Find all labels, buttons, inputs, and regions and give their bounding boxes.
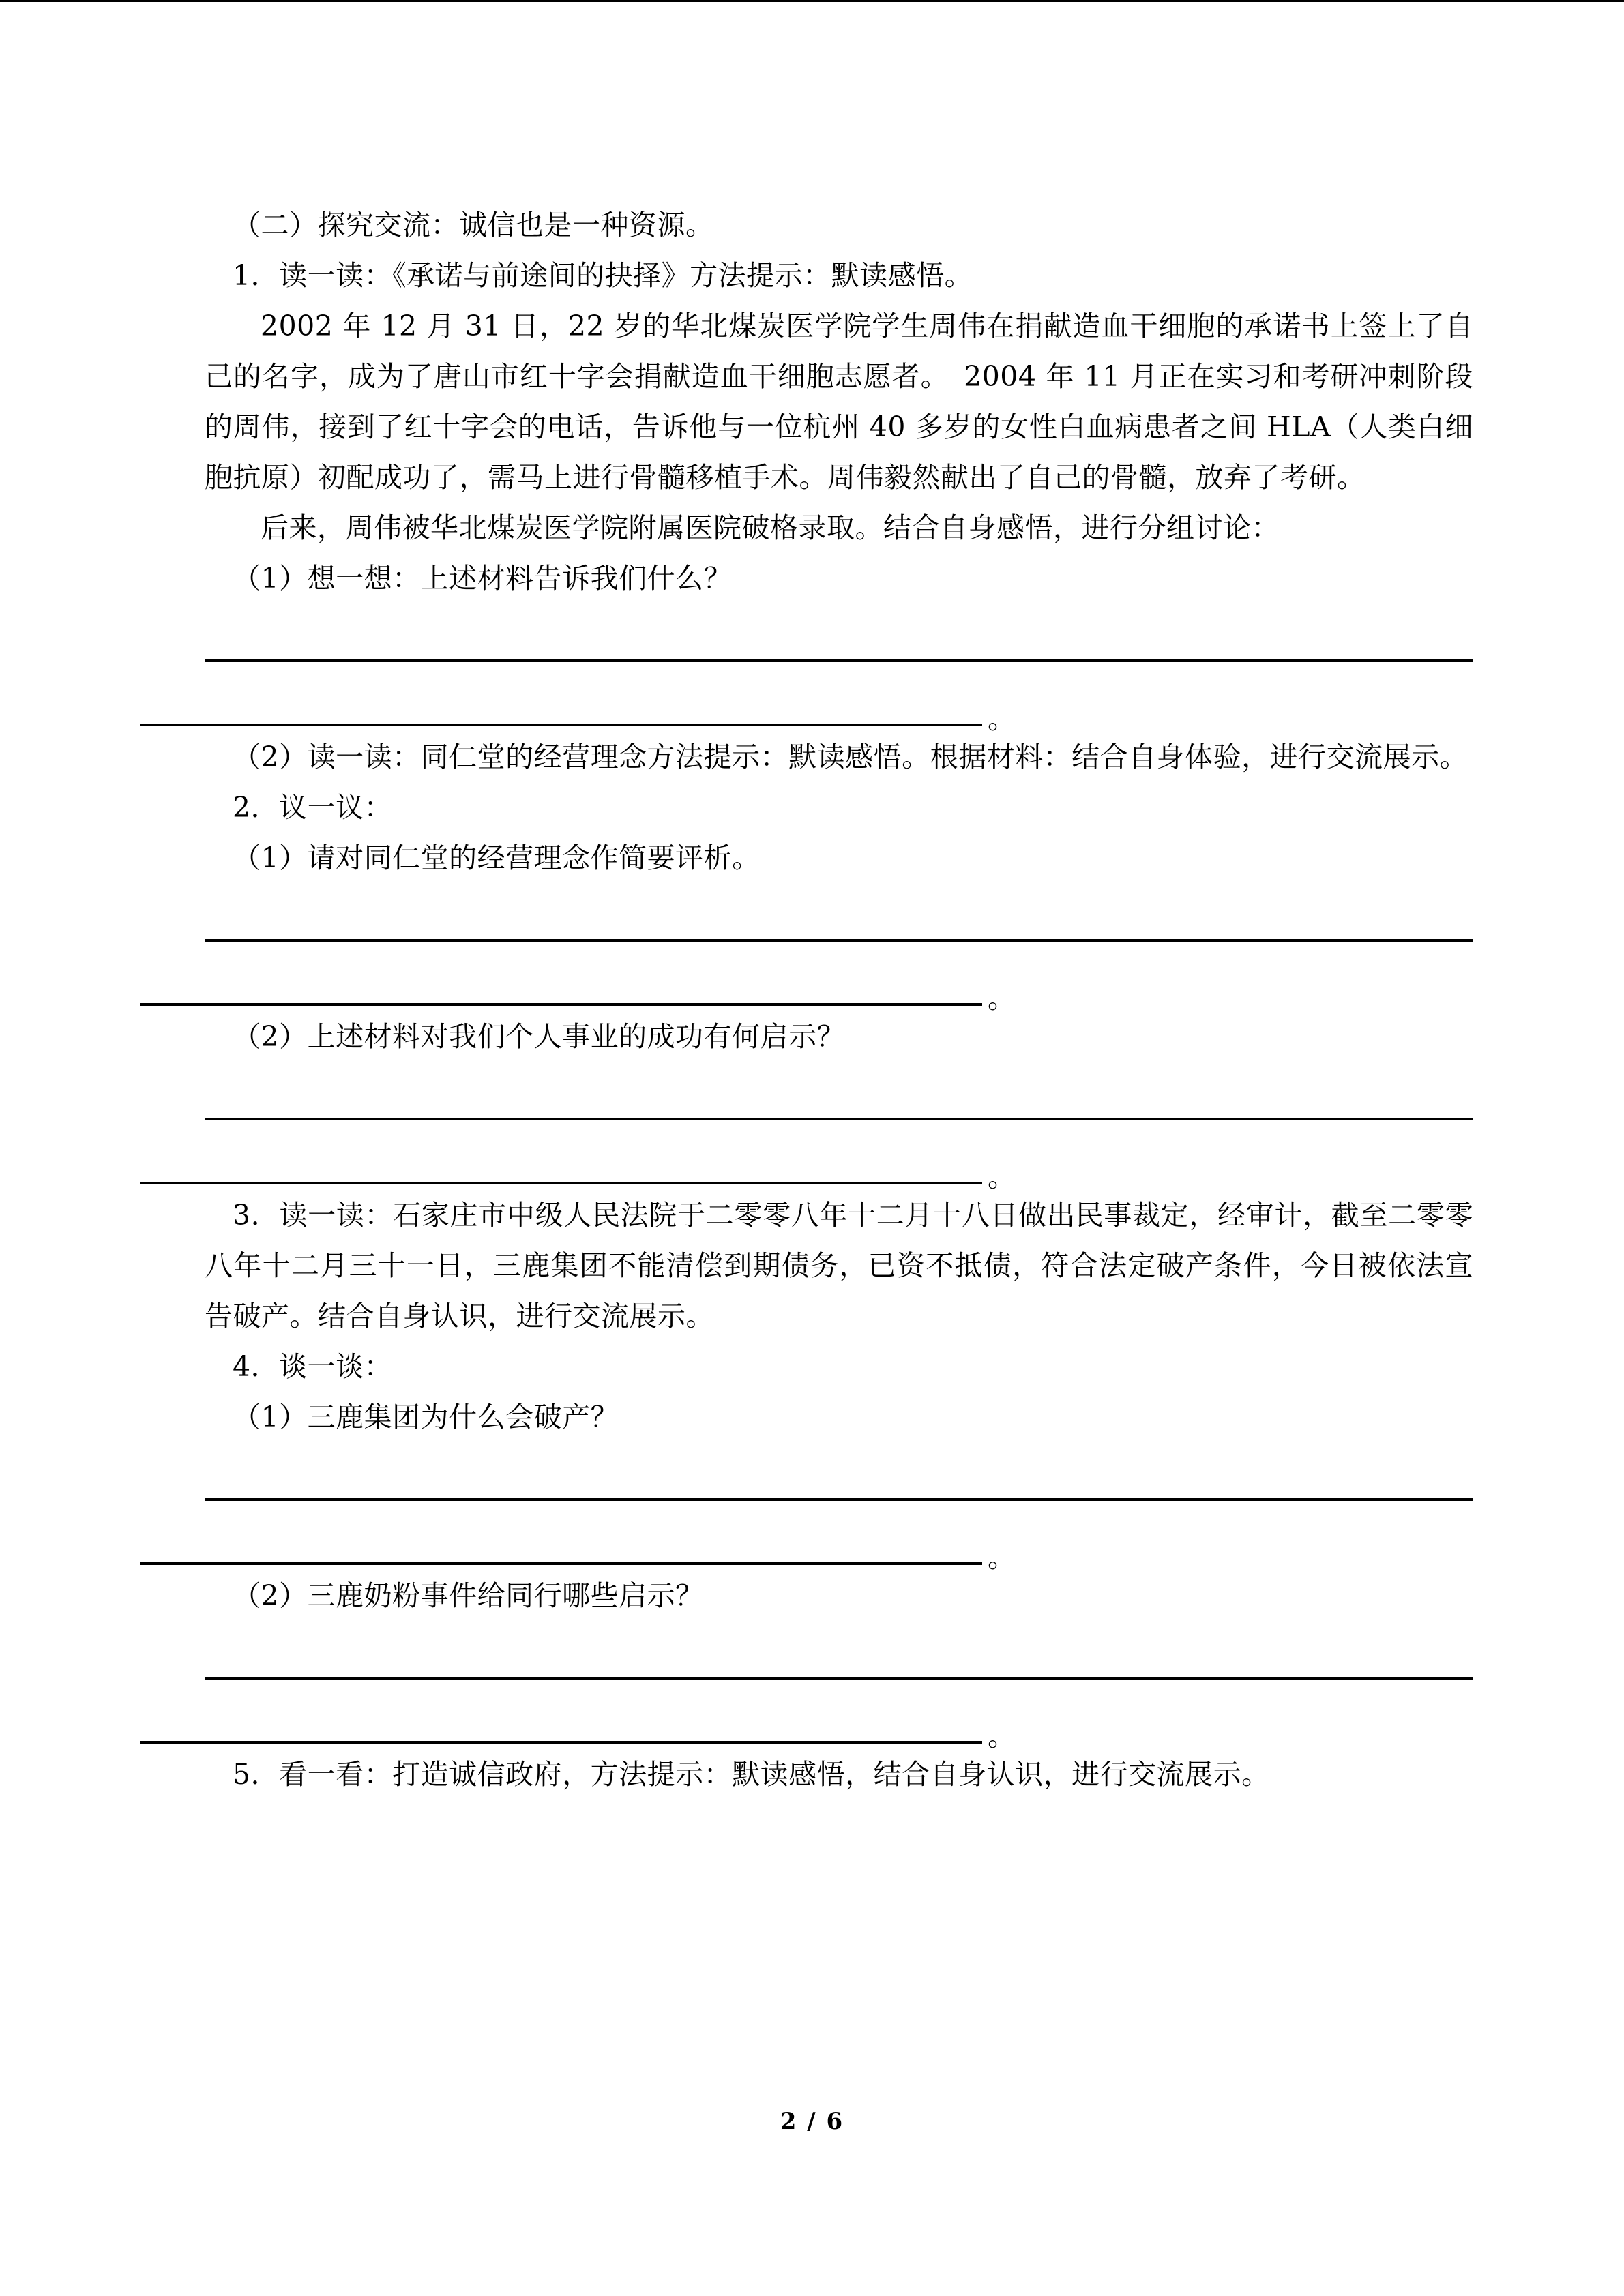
answer-period: 。 — [988, 702, 1016, 735]
section-heading: （二）探究交流：诚信也是一种资源。 — [233, 209, 714, 241]
answer-rule-line — [140, 1182, 982, 1184]
answer-rule-line — [140, 1741, 982, 1744]
answer-rule-line — [140, 1003, 982, 1006]
question-2-2: （2）上述材料对我们个人事业的成功有何启示？ — [233, 1020, 846, 1053]
page-number: 2 / 6 — [780, 2108, 844, 2135]
answer-area-1-1[interactable] — [205, 603, 1473, 735]
answer-period: 。 — [988, 982, 1016, 1015]
answer-rule-long[interactable] — [205, 1635, 1473, 1685]
answer-area-2-2[interactable] — [205, 1062, 1473, 1193]
answer-period: 。 — [988, 1541, 1016, 1574]
answer-rule-long[interactable] — [205, 897, 1473, 947]
answer-area-4-1[interactable] — [205, 1442, 1473, 1574]
story-paragraph-2: 后来，周伟被华北煤炭医学院附属医院破格录取。结合自身感悟，进行分组讨论： — [261, 511, 1280, 544]
answer-period: 。 — [988, 1161, 1016, 1193]
answer-spacer — [205, 1062, 1473, 1075]
answer-rule-short[interactable] — [140, 1699, 1473, 1753]
question-4-1: （1）三鹿集团为什么会破产？ — [233, 1401, 619, 1433]
answer-spacer — [205, 668, 1473, 681]
answer-area-2-1[interactable] — [205, 883, 1473, 1015]
question-1-1: （1）想一想：上述材料告诉我们什么？ — [233, 562, 733, 595]
answer-spacer — [205, 1685, 1473, 1699]
story-paragraph-1: 2002 年 12 月 31 日，22 岁的华北煤炭医学院学生周伟在捐献造血干细胞的承诺书上签上了自己的名字，成为了唐山市红十字会捐献造血干细胞志愿者。 2004 年 11 月正在实习和考研冲刺阶段的周伟，接到了红十字会的电话，告诉他与一位杭州 40 多岁的女性白血病患者之间 HLA（人类白细胞抗原）初配成功了，需马上进行骨髓移植手术。周伟毅然献出了自己的骨髓，放弃了考研。 — [205, 310, 1473, 494]
answer-rule-long[interactable] — [205, 1075, 1473, 1126]
item-5-look-label: 5．看一看：打造诚信政府，方法提示：默读感悟，结合自身认识，进行交流展示。 — [233, 1758, 1270, 1791]
answer-period: 。 — [988, 1720, 1016, 1753]
answer-area-4-2[interactable] — [205, 1621, 1473, 1753]
answer-rule-line — [140, 1562, 982, 1565]
answer-spacer — [205, 1126, 1473, 1139]
answer-rule-long[interactable] — [205, 1456, 1473, 1506]
answer-spacer — [205, 1506, 1473, 1520]
answer-rule-short[interactable] — [140, 1139, 1473, 1193]
answer-rule-short[interactable] — [140, 961, 1473, 1015]
answer-spacer — [205, 603, 1473, 617]
item-3-read-paragraph: 3．读一读：石家庄市中级人民法院于二零零八年十二月十八日做出民事裁定，经审计，截至二零零八年十二月三十一日，三鹿集团不能清偿到期债务，已资不抵债，符合法定破产条件，今日被依法宣告破产。结合自身认识，进行交流展示。 — [205, 1199, 1473, 1332]
answer-spacer — [205, 947, 1473, 961]
answer-rule-line — [140, 724, 982, 726]
item-4-talk-label: 4．谈一谈： — [233, 1350, 393, 1383]
question-1-2: （2）读一读：同仁堂的经营理念方法提示：默读感悟。根据材料：结合自身体验，进行交流展示。 — [233, 741, 1468, 773]
answer-spacer — [205, 1442, 1473, 1456]
page-content — [205, 200, 1473, 1800]
answer-rule-long[interactable] — [205, 617, 1473, 668]
answer-rule-short[interactable] — [140, 1520, 1473, 1574]
question-4-2: （2）三鹿奶粉事件给同行哪些启示？ — [233, 1579, 704, 1612]
answer-rule-short[interactable] — [140, 681, 1473, 735]
question-2-1: （1）请对同仁堂的经营理念作简要评析。 — [233, 841, 761, 874]
answer-spacer — [205, 883, 1473, 897]
answer-spacer — [205, 1621, 1473, 1635]
item-2-discuss-label: 2．议一议： — [233, 791, 393, 824]
item-1-read-label: 1．读一读：《承诺与前途间的抉择》方法提示：默读感悟。 — [233, 259, 973, 292]
